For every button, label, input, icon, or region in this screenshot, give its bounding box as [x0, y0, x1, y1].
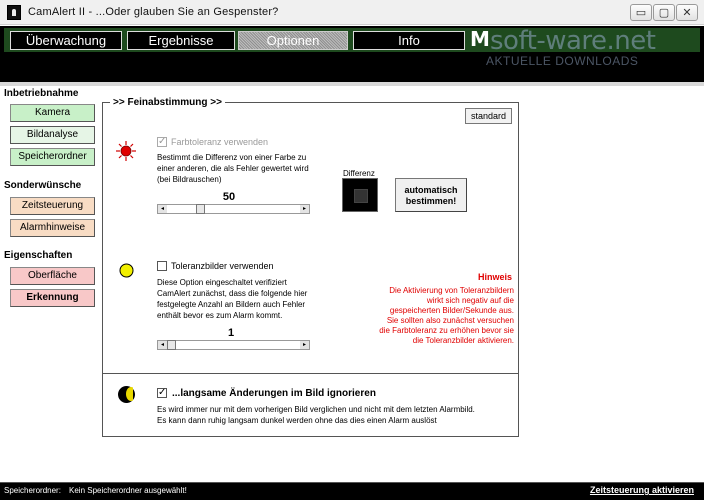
watermark-subtext: AKTUELLE DOWNLOADS [486, 54, 639, 68]
color-tolerance-checkbox[interactable]: ✓ [158, 136, 167, 147]
app-ghost-icon [7, 5, 21, 20]
header-band [0, 26, 704, 82]
status-storage-value: Kein Speicherordner ausgewählt! [69, 486, 187, 495]
section-sonderwuensche: Sonderwünsche [4, 180, 82, 191]
sidebar-item-oberflaeche[interactable]: Oberfläche [10, 267, 95, 285]
auto-button-line1: automatisch [404, 185, 458, 195]
sidebar-item-erkennung[interactable]: Erkennung [10, 289, 95, 307]
tolerance-images-checkbox[interactable] [157, 261, 167, 271]
sidebar-item-kamera[interactable]: Kamera [10, 104, 95, 122]
hint-title: Hinweis [477, 272, 512, 282]
tab-optionen[interactable]: Optionen [238, 31, 348, 50]
sidebar-item-bildanalyse[interactable]: Bildanalyse [10, 126, 95, 144]
app-logo: M [470, 27, 489, 51]
fine-tuning-title: >> Feinabstimmung >> [110, 97, 225, 108]
status-bar [0, 482, 704, 500]
slow-changes-label: ...langsame Änderungen im Bild ignorieren [172, 388, 376, 399]
difference-preview [342, 178, 378, 212]
red-light-icon [116, 141, 136, 161]
close-button[interactable]: ✕ [676, 4, 698, 21]
window-title: CamAlert II - ...Oder glauben Sie an Gespenster? [28, 6, 279, 18]
section-eigenschaften: Eigenschaften [4, 250, 73, 261]
status-storage-label: Speicherordner: [4, 486, 61, 495]
tab-info[interactable]: Info [353, 31, 465, 50]
header-separator [0, 82, 704, 86]
slider-right-arrow[interactable]: ▸ [300, 205, 309, 213]
slider-right-arrow[interactable]: ▸ [300, 341, 309, 349]
slider-thumb[interactable] [196, 204, 205, 214]
sidebar-item-zeitsteuerung[interactable]: Zeitsteuerung [10, 197, 95, 215]
color-tolerance-value: 50 [222, 191, 236, 203]
standard-button[interactable]: standard [465, 108, 512, 124]
watermark-text: soft-ware.net [490, 26, 656, 56]
minimize-button[interactable]: ▭ [630, 4, 652, 21]
section-inbetriebnahme: Inbetriebnahme [4, 88, 79, 99]
yellow-light-icon [118, 262, 135, 279]
color-tolerance-label: Farbtoleranz verwenden [171, 137, 269, 147]
moon-icon [118, 386, 135, 403]
tolerance-images-slider[interactable] [157, 340, 310, 350]
tab-ergebnisse[interactable]: Ergebnisse [127, 31, 235, 50]
tolerance-images-label: Toleranzbilder verwenden [171, 261, 274, 271]
difference-label: Differenz [343, 169, 375, 178]
slow-changes-description: Es wird immer nur mit dem vorherigen Bild verglichen und nicht mit dem letzten Alarmbild. Es kann dann ruhig langsam dunkel werden ohne das dies einen Alarm auslöst [157, 405, 475, 425]
tolerance-images-description: Diese Option eingeschaltet verifiziert CamAlert zunächst, dass die folgende hier festgelegte Anzahl an Bildern auch Fehler enthält bevor es zum Alarm kommt. [157, 278, 308, 320]
maximize-button[interactable]: ▢ [653, 4, 675, 21]
sidebar-item-speicherordner[interactable]: Speicherordner [10, 148, 95, 166]
activate-schedule-link[interactable]: Zeitsteuerung aktivieren [589, 485, 694, 495]
tab-ueberwachung[interactable]: Überwachung [10, 31, 122, 50]
section-divider [103, 373, 518, 374]
color-tolerance-description: Bestimmt die Differenz von einer Farbe zu einer anderen, die als Fehler gewertet wird (bei Bildrauschen) [157, 153, 309, 184]
slider-left-arrow[interactable]: ◂ [158, 205, 167, 213]
sidebar-item-alarmhinweise[interactable]: Alarmhinweise [10, 219, 95, 237]
hint-text: Die Aktivierung von Toleranzbildern wirkt sich negativ auf die gespeicherten Bilder/Sekunde aus. Sie sollten also zunächst versuchen die Farbtoleranz zu erhöhen bevor sie die Toleranzbilder aktivieren. [379, 286, 514, 345]
tolerance-images-value: 1 [227, 327, 235, 339]
slider-left-arrow[interactable]: ◂ [158, 341, 167, 349]
title-bar [0, 0, 704, 25]
slider-thumb[interactable] [167, 340, 176, 350]
auto-determine-button[interactable] [395, 178, 467, 212]
color-tolerance-slider[interactable] [157, 204, 310, 214]
auto-button-line2: bestimmen! [405, 196, 457, 206]
slow-changes-checkbox[interactable]: ✓ [158, 387, 167, 398]
